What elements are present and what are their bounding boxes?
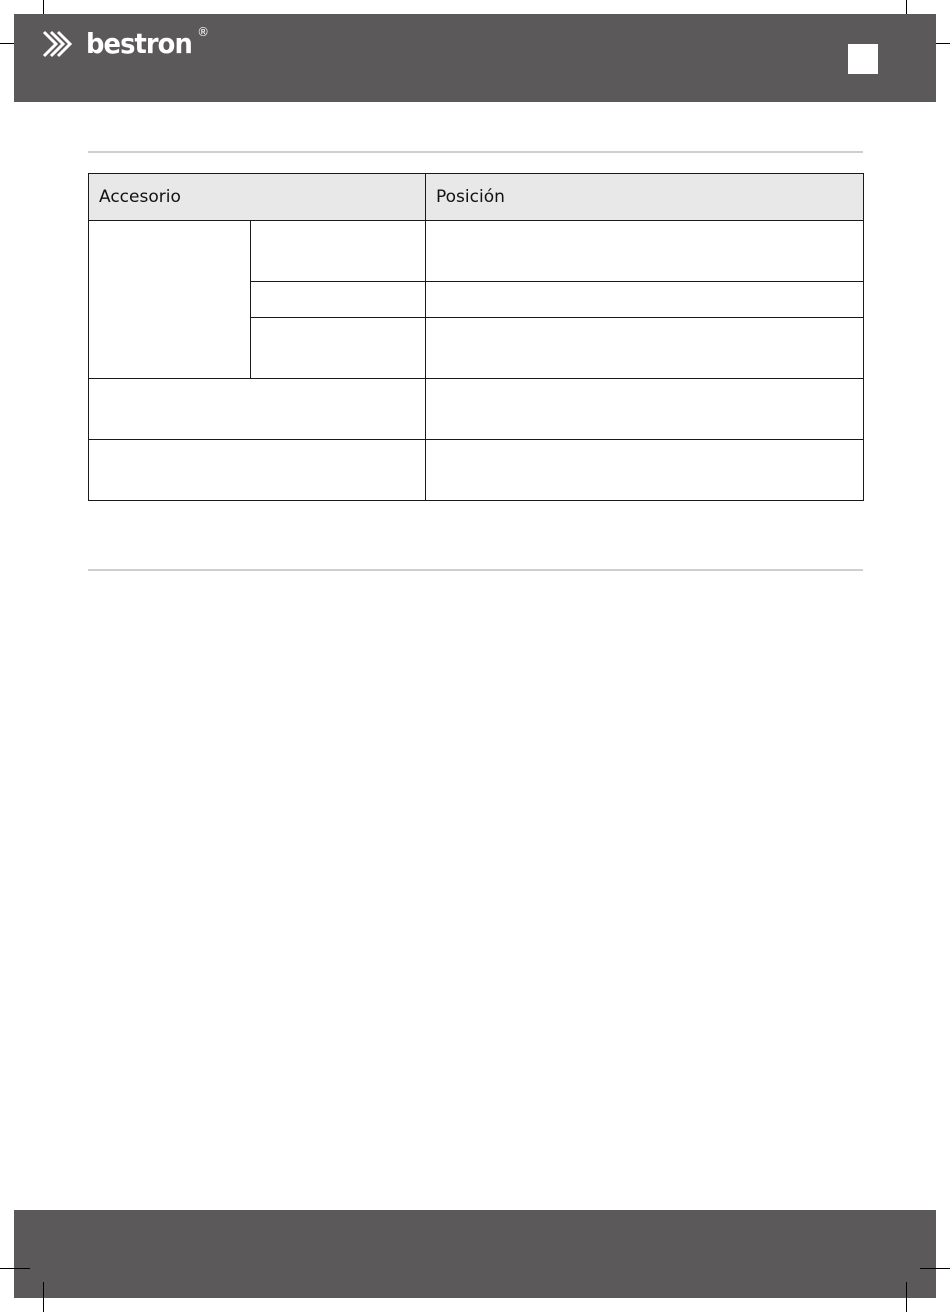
table-row bbox=[89, 440, 864, 501]
crop-mark bbox=[0, 1268, 30, 1269]
accessory-position-table bbox=[88, 173, 864, 501]
page-footer-band bbox=[14, 1210, 936, 1298]
section-rule-top bbox=[88, 151, 863, 153]
registered-mark: ® bbox=[197, 25, 210, 39]
language-tab-box bbox=[848, 44, 878, 74]
crop-mark bbox=[43, 1282, 44, 1312]
position-cell bbox=[426, 221, 864, 282]
brand-logo bbox=[42, 26, 209, 62]
table-row bbox=[89, 379, 864, 440]
brand-name: bestron bbox=[86, 27, 192, 60]
table-row bbox=[89, 221, 864, 282]
position-cell bbox=[426, 440, 864, 501]
double-chevron-logo-icon bbox=[42, 30, 82, 58]
position-cell bbox=[426, 282, 864, 318]
accessory-group-cell bbox=[89, 221, 251, 379]
crop-mark bbox=[920, 1268, 950, 1269]
position-cell bbox=[426, 318, 864, 379]
accessory-cell bbox=[251, 221, 426, 282]
column-header-position: Posición bbox=[426, 174, 864, 221]
accessory-cell bbox=[89, 440, 426, 501]
position-cell bbox=[426, 379, 864, 440]
accessory-cell bbox=[89, 379, 426, 440]
accessory-cell bbox=[251, 282, 426, 318]
accessory-cell bbox=[251, 318, 426, 379]
crop-mark bbox=[906, 1282, 907, 1312]
column-header-accessory: Accesorio bbox=[89, 174, 426, 221]
section-rule-bottom bbox=[88, 569, 863, 571]
